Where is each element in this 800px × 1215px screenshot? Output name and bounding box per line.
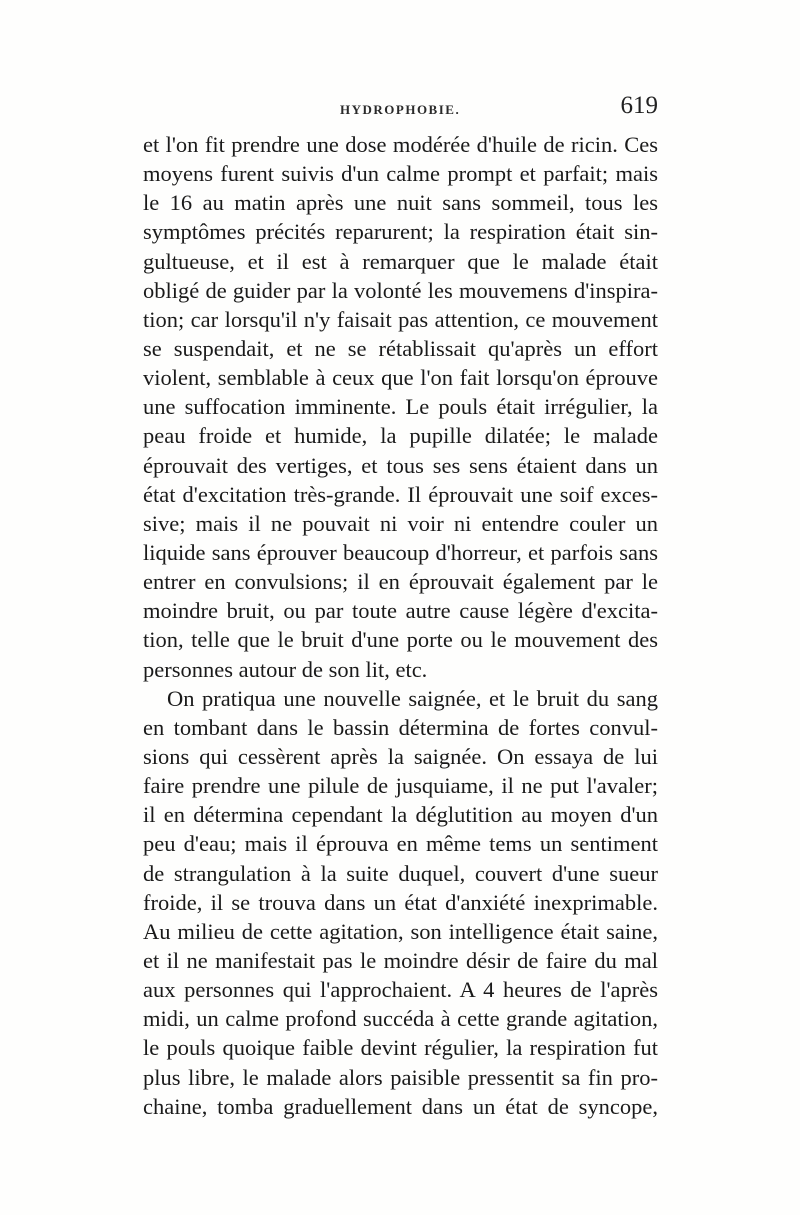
text-line: gultueuse, et il est à remarquer que le malade était <box>143 248 658 274</box>
text-line: se suspendait, et ne se rétablissait qu'après un effort <box>143 335 658 361</box>
text-line: et il ne manifestait pas le moindre désir de faire du mal <box>143 947 658 973</box>
page-number: 619 <box>620 92 658 119</box>
text-line: sions qui cessèrent après la saignée. On essaya de lui <box>143 743 658 769</box>
text-line: état d'excitation très-grande. Il éprouvait une soif exces- <box>143 481 658 507</box>
text-line: le 16 au matin après une nuit sans sommeil, tous les <box>143 190 658 216</box>
text-line: une suffocation imminente. Le pouls était irrégulier, la <box>143 394 658 420</box>
text-line: aux personnes qui l'approchaient. A 4 heures de l'après <box>143 977 658 1003</box>
text-line: de strangulation à la suite duquel, couvert d'une sueur <box>143 860 658 886</box>
text-line: chaine, tomba graduellement dans un état de syncope, <box>143 1093 658 1119</box>
text-line: midi, un calme profond succéda à cette grande agitation, <box>143 1006 658 1032</box>
text-line: Au milieu de cette agitation, son intelligence était saine, <box>143 918 658 944</box>
text-line: froide, il se trouva dans un état d'anxiété inexprimable. <box>143 889 658 915</box>
text-line: obligé de guider par la volonté les mouvemens d'inspira- <box>143 277 658 303</box>
paragraph-start-line: On pratiqua une nouvelle saignée, et le bruit du sang <box>167 685 658 711</box>
text-line: moyens furent suivis d'un calme prompt et parfait; mais <box>143 161 658 187</box>
text-line: peau froide et humide, la pupille dilatée; le malade <box>143 423 658 449</box>
text-line: en tombant dans le bassin détermina de fortes convul- <box>143 714 658 740</box>
text-line: et l'on fit prendre une dose modérée d'huile de ricin. Ces <box>143 132 658 157</box>
text-line: peu d'eau; mais il éprouva en même tems un sentiment <box>143 831 658 857</box>
text-line: le pouls quoique faible devint régulier, la respiration fut <box>143 1035 658 1061</box>
text-line: plus libre, le malade alors paisible pressentit sa fin pro- <box>143 1064 658 1090</box>
text-line: éprouvait des vertiges, et tous ses sens étaient dans un <box>143 452 658 478</box>
text-line: sive; mais il ne pouvait ni voir ni entendre couler un <box>143 510 658 536</box>
text-line: liquide sans éprouver beaucoup d'horreur, et parfois sans <box>143 539 658 565</box>
text-line: violent, semblable à ceux que l'on fait lorsqu'on éprouve <box>143 365 658 391</box>
text-line: entrer en convulsions; il en éprouvait également par le <box>143 569 658 595</box>
text-line: tion; car lorsqu'il n'y faisait pas attention, ce mouvement <box>143 306 658 332</box>
text-line: il en détermina cependant la déglutition au moyen d'un <box>143 802 658 828</box>
paragraph-end-line: personnes autour de son lit, etc. <box>143 656 428 682</box>
text-line: faire prendre une pilule de jusquiame, il ne put l'avaler; <box>143 773 658 799</box>
text-line: moindre bruit, ou par toute autre cause légère d'excita- <box>143 598 658 624</box>
page-header <box>143 94 658 124</box>
running-head: HYDROPHOBIE. <box>340 102 461 117</box>
body-text <box>143 130 658 1121</box>
text-line: symptômes précités reparurent; la respiration était sin- <box>143 219 658 245</box>
text-line: tion, telle que le bruit d'une porte ou le mouvement des <box>143 627 658 653</box>
